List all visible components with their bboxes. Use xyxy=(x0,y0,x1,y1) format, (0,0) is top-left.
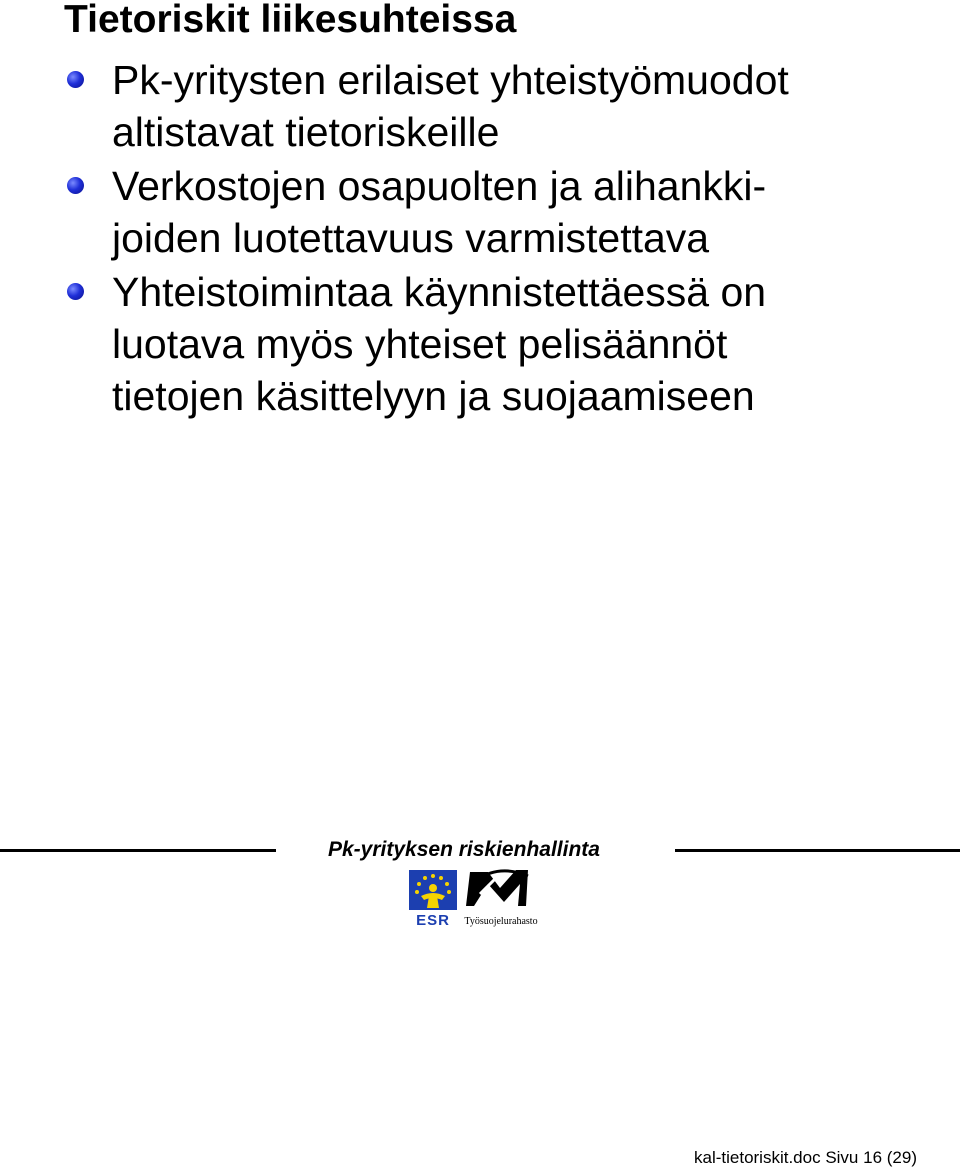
esr-logo-icon xyxy=(409,870,457,926)
bullet-dot-icon xyxy=(67,71,84,88)
bullet-line: Verkostojen osapuolten ja alihankki- xyxy=(112,163,767,209)
bullet-line: luotava myös yhteiset pelisäännöt xyxy=(112,321,728,367)
bullet-line: tietojen käsittelyyn ja suojaamiseen xyxy=(112,373,755,419)
footer-title: Pk-yrityksen riskienhallinta xyxy=(328,838,600,861)
bullet-item xyxy=(0,160,960,264)
bullet-item xyxy=(0,54,960,158)
bullet-item xyxy=(0,266,960,422)
esr-logo-text: ESR xyxy=(416,912,450,926)
footer-divider-left xyxy=(0,849,276,852)
tyosuojelurahasto-logo-text: Työsuojelurahasto xyxy=(464,916,538,927)
footer-divider-right xyxy=(675,849,960,852)
bullet-dot-icon xyxy=(67,177,84,194)
bullet-line: joiden luotettavuus varmistettava xyxy=(112,215,710,261)
bullet-line: Yhteistoimintaa käynnistettäessä on xyxy=(112,269,767,315)
tyosuojelurahasto-logo-icon xyxy=(460,866,542,928)
page-footer-label: kal-tietoriskit.doc Sivu 16 (29) xyxy=(694,1148,917,1167)
bullet-list xyxy=(0,54,960,424)
bullet-line: Pk-yritysten erilaiset yhteistyömuodot xyxy=(112,57,789,103)
slide-title: Tietoriskit liikesuhteissa xyxy=(64,0,517,41)
bullet-line: altistavat tietoriskeille xyxy=(112,109,500,155)
bullet-dot-icon xyxy=(67,283,84,300)
